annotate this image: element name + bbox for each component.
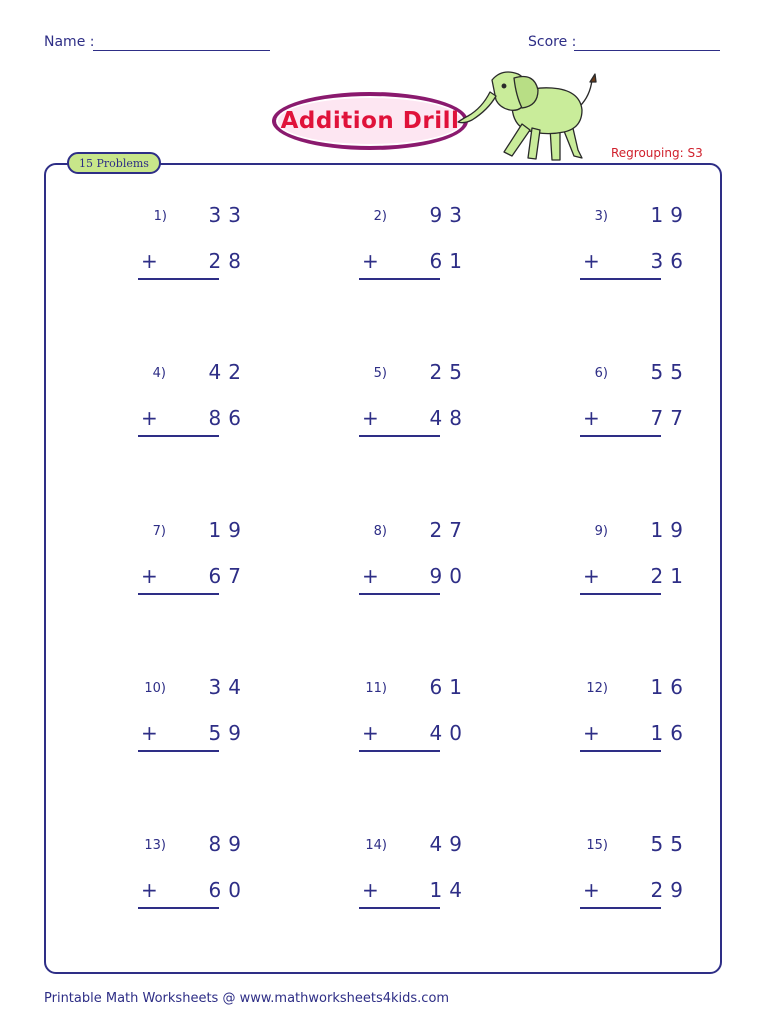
plus-sign: + bbox=[362, 249, 379, 273]
problem-count-badge: 15 Problems bbox=[67, 152, 161, 174]
problem-number: 11) bbox=[365, 681, 387, 696]
problem-11 bbox=[359, 671, 519, 771]
addend-bottom: 29 bbox=[650, 878, 690, 902]
problem-number: 5) bbox=[373, 366, 387, 381]
answer-line[interactable] bbox=[138, 750, 219, 752]
answer-line[interactable] bbox=[138, 278, 219, 280]
addend-bottom: 14 bbox=[429, 878, 469, 902]
name-label: Name : bbox=[44, 34, 95, 50]
addend-top: 16 bbox=[650, 675, 690, 699]
problem-6 bbox=[580, 356, 740, 456]
problem-8 bbox=[359, 514, 519, 614]
plus-sign: + bbox=[583, 878, 600, 902]
page-title: Addition Drill bbox=[280, 108, 460, 134]
addend-bottom: 48 bbox=[429, 406, 469, 430]
footer-link[interactable]: www.mathworksheets4kids.com bbox=[239, 991, 450, 1006]
answer-line[interactable] bbox=[580, 278, 661, 280]
addend-bottom: 16 bbox=[650, 721, 690, 745]
answer-line[interactable] bbox=[580, 907, 661, 909]
problem-13 bbox=[138, 828, 298, 928]
addend-bottom: 28 bbox=[208, 249, 248, 273]
problem-2 bbox=[359, 199, 519, 299]
addend-bottom: 60 bbox=[208, 878, 248, 902]
problem-number: 15) bbox=[586, 838, 608, 853]
answer-line[interactable] bbox=[359, 907, 440, 909]
footer-text: Printable Math Worksheets @ bbox=[44, 991, 236, 1006]
problem-number: 3) bbox=[594, 209, 608, 224]
addend-bottom: 59 bbox=[208, 721, 248, 745]
addend-top: 93 bbox=[429, 203, 469, 227]
problem-number: 8) bbox=[373, 524, 387, 539]
plus-sign: + bbox=[362, 721, 379, 745]
addend-bottom: 77 bbox=[650, 406, 690, 430]
problem-number: 12) bbox=[586, 681, 608, 696]
problem-5 bbox=[359, 356, 519, 456]
addend-bottom: 61 bbox=[429, 249, 469, 273]
problem-number: 10) bbox=[144, 681, 166, 696]
answer-line[interactable] bbox=[138, 593, 219, 595]
problem-7 bbox=[138, 514, 298, 614]
addend-top: 55 bbox=[650, 360, 690, 384]
regrouping-label: Regrouping: S3 bbox=[611, 146, 703, 160]
footer bbox=[44, 991, 449, 1006]
plus-sign: + bbox=[362, 564, 379, 588]
plus-sign: + bbox=[583, 406, 600, 430]
problem-number: 14) bbox=[365, 838, 387, 853]
addend-bottom: 67 bbox=[208, 564, 248, 588]
addend-top: 55 bbox=[650, 832, 690, 856]
problem-number: 4) bbox=[152, 366, 166, 381]
answer-line[interactable] bbox=[580, 435, 661, 437]
problem-3 bbox=[580, 199, 740, 299]
addend-top: 49 bbox=[429, 832, 469, 856]
score-label: Score : bbox=[528, 34, 577, 50]
addend-top: 19 bbox=[208, 518, 248, 542]
answer-line[interactable] bbox=[138, 435, 219, 437]
problem-1 bbox=[138, 199, 298, 299]
addend-top: 19 bbox=[650, 518, 690, 542]
addend-bottom: 90 bbox=[429, 564, 469, 588]
addend-top: 27 bbox=[429, 518, 469, 542]
problem-number: 9) bbox=[594, 524, 608, 539]
problem-number: 13) bbox=[144, 838, 166, 853]
problem-number: 6) bbox=[594, 366, 608, 381]
addend-bottom: 86 bbox=[208, 406, 248, 430]
plus-sign: + bbox=[362, 406, 379, 430]
problem-10 bbox=[138, 671, 298, 771]
problem-4 bbox=[138, 356, 298, 456]
plus-sign: + bbox=[583, 249, 600, 273]
problem-9 bbox=[580, 514, 740, 614]
plus-sign: + bbox=[141, 249, 158, 273]
addend-top: 34 bbox=[208, 675, 248, 699]
addend-bottom: 40 bbox=[429, 721, 469, 745]
plus-sign: + bbox=[583, 564, 600, 588]
answer-line[interactable] bbox=[138, 907, 219, 909]
addend-top: 42 bbox=[208, 360, 248, 384]
addend-bottom: 21 bbox=[650, 564, 690, 588]
problem-14 bbox=[359, 828, 519, 928]
answer-line[interactable] bbox=[580, 593, 661, 595]
addend-top: 61 bbox=[429, 675, 469, 699]
problem-number: 1) bbox=[153, 209, 167, 224]
addend-top: 89 bbox=[208, 832, 248, 856]
addend-top: 19 bbox=[650, 203, 690, 227]
answer-line[interactable] bbox=[359, 278, 440, 280]
problem-12 bbox=[580, 671, 740, 771]
answer-line[interactable] bbox=[580, 750, 661, 752]
answer-line[interactable] bbox=[359, 593, 440, 595]
addend-bottom: 36 bbox=[650, 249, 690, 273]
problem-15 bbox=[580, 828, 740, 928]
problem-number: 2) bbox=[373, 209, 387, 224]
plus-sign: + bbox=[141, 721, 158, 745]
addend-top: 25 bbox=[429, 360, 469, 384]
plus-sign: + bbox=[141, 878, 158, 902]
plus-sign: + bbox=[362, 878, 379, 902]
plus-sign: + bbox=[141, 564, 158, 588]
answer-line[interactable] bbox=[359, 750, 440, 752]
plus-sign: + bbox=[583, 721, 600, 745]
problem-number: 7) bbox=[152, 524, 166, 539]
addend-top: 33 bbox=[208, 203, 248, 227]
answer-line[interactable] bbox=[359, 435, 440, 437]
plus-sign: + bbox=[141, 406, 158, 430]
